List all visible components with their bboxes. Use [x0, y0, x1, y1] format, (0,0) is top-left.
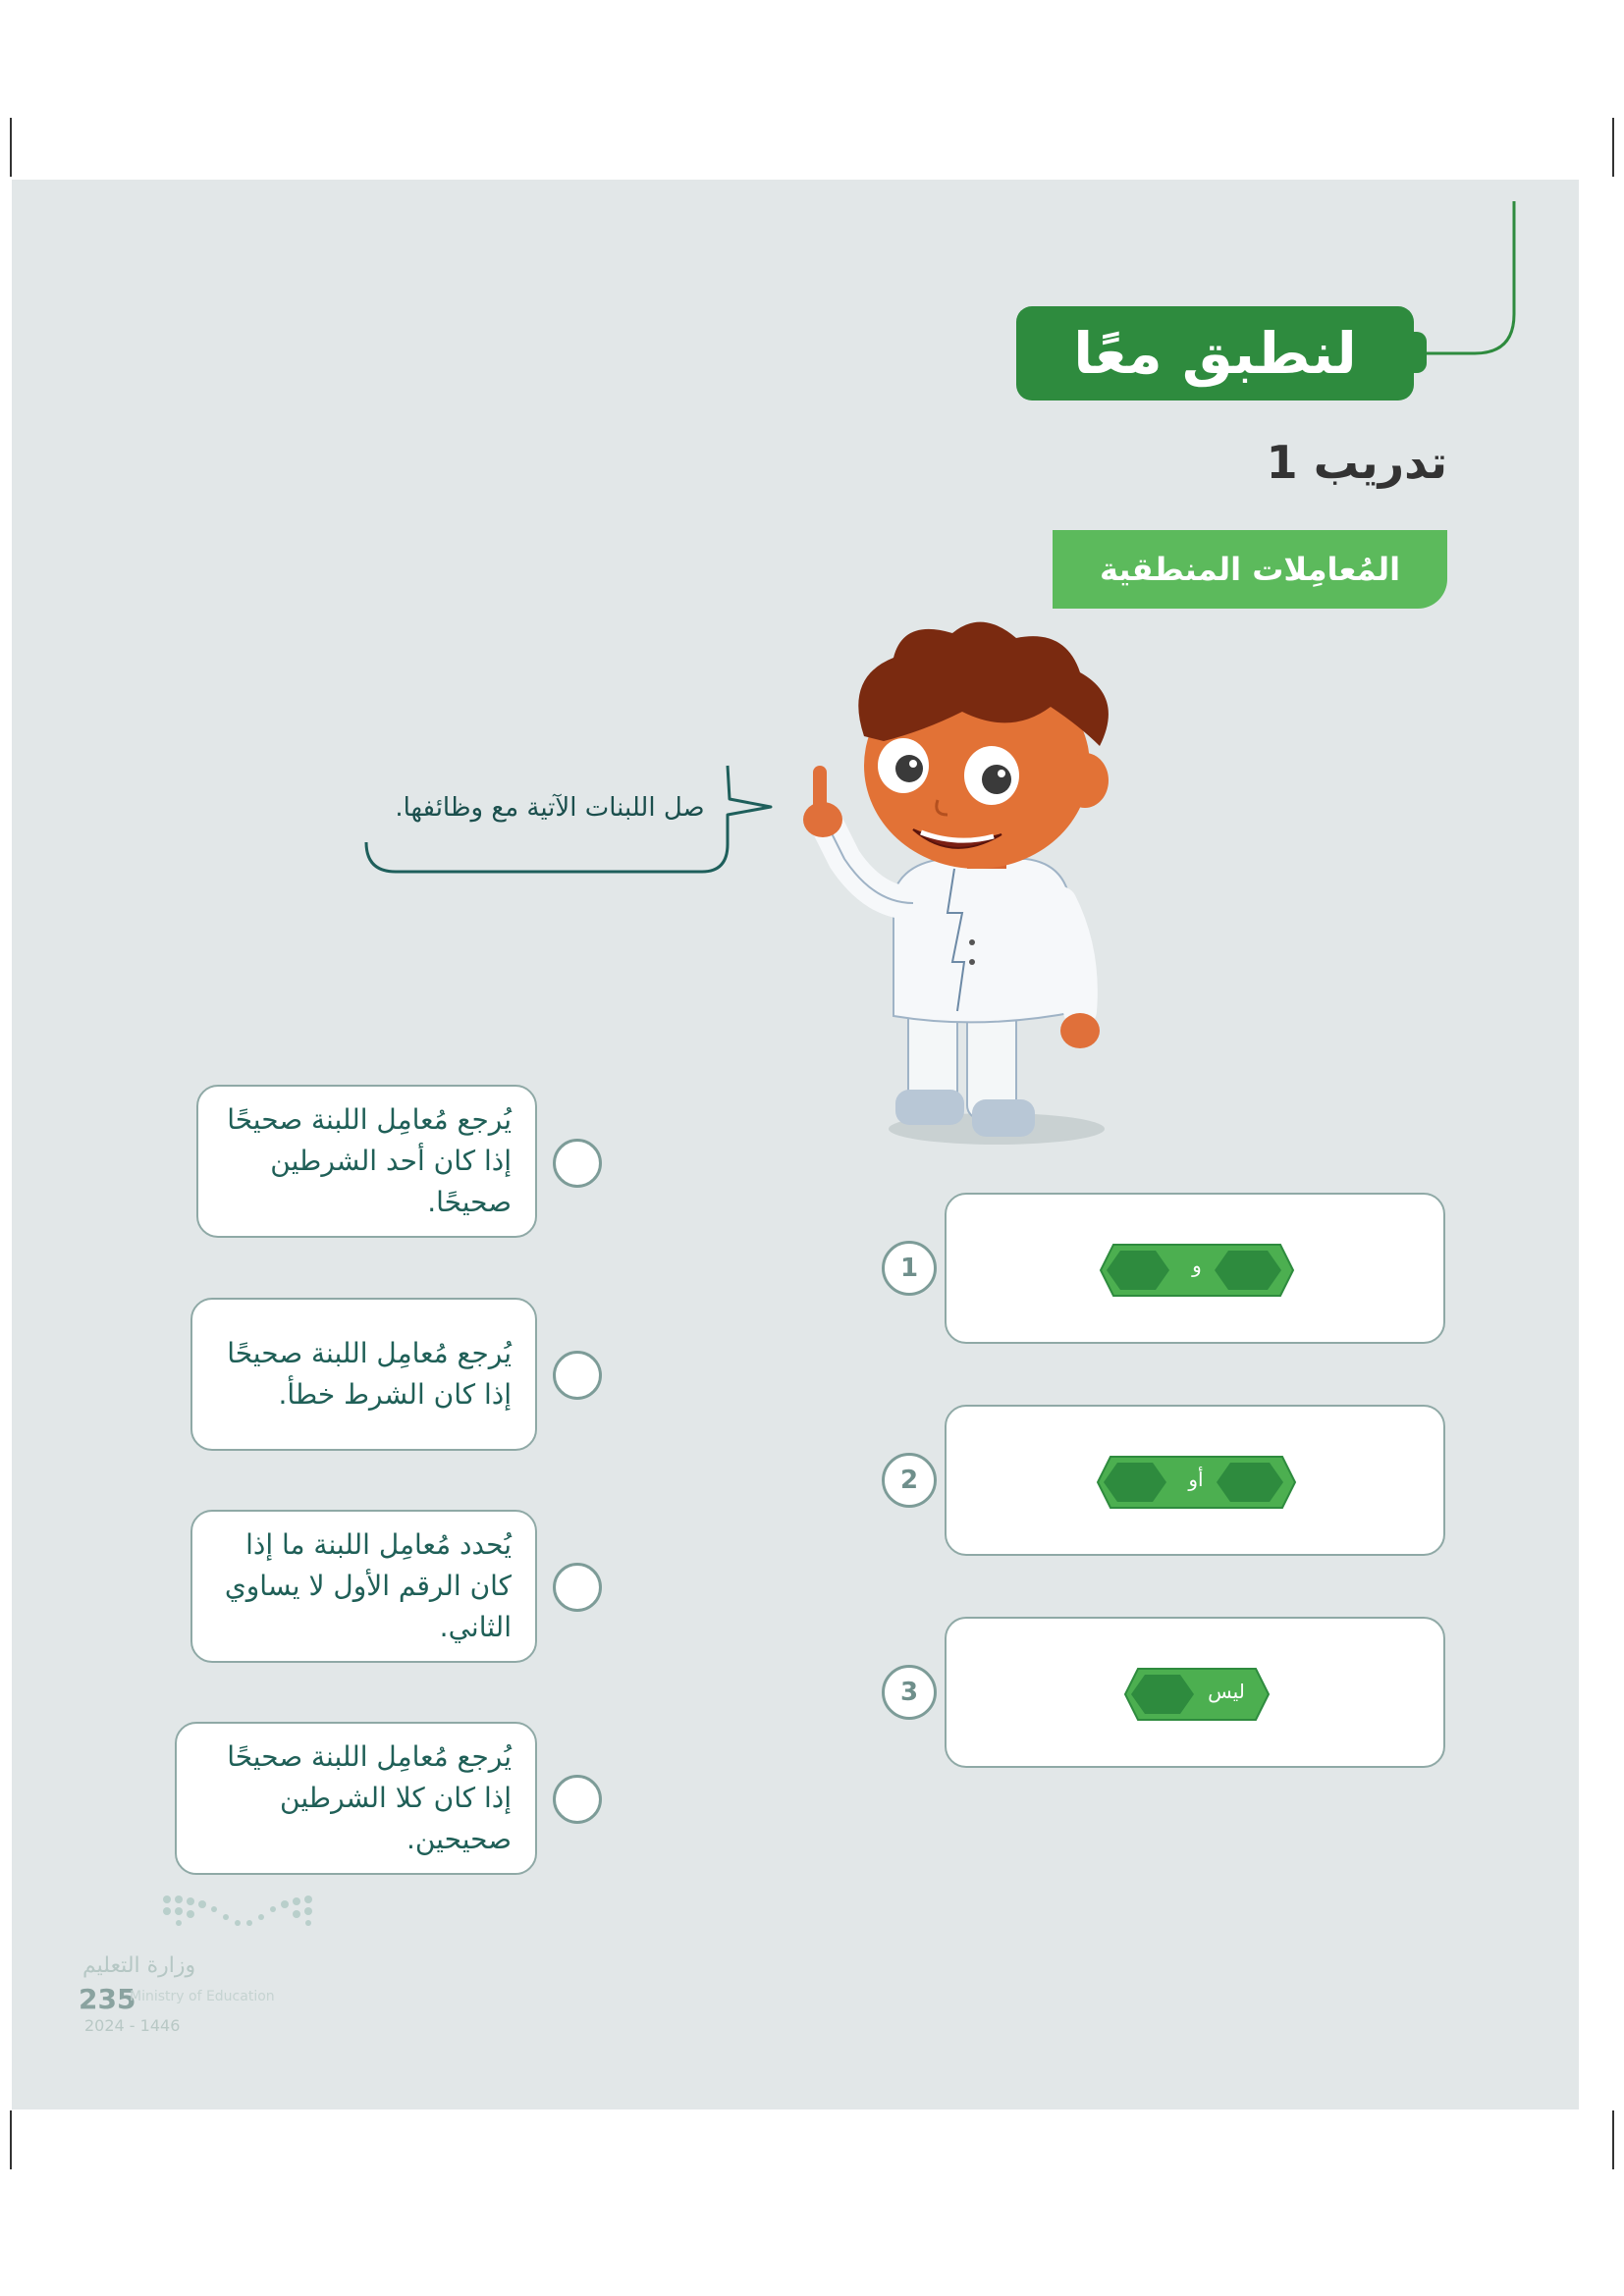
block-box-2 [945, 1405, 1445, 1556]
title-banner-tab [1409, 332, 1427, 373]
crop-mark [10, 118, 12, 177]
block-number-1[interactable]: 1 [882, 1241, 937, 1296]
description-text: يُرجع مُعامِل اللبنة صحيحًا إذا كان كلا الشرطين صحيحين. [227, 1740, 512, 1855]
section-title: المُعامِلات المنطقية [1053, 530, 1447, 609]
boy-character-illustration [785, 618, 1178, 1168]
or-block-label: أو [1188, 1468, 1204, 1491]
description-box [196, 1085, 537, 1238]
block-box-1 [945, 1193, 1445, 1344]
year-label: 2024 - 1446 [84, 2016, 181, 2035]
crop-mark [1612, 118, 1614, 177]
ministry-name: وزارة التعليم [82, 1953, 196, 1978]
connect-point-left[interactable] [553, 1139, 602, 1188]
instruction-text: صل اللبنات الآتية مع وظائفها. [395, 793, 705, 823]
ministry-name-en: Ministry of Education [130, 1989, 275, 2004]
description-text: يُرجع مُعامِل اللبنة صحيحًا إذا كان الشرط خطأ. [227, 1337, 512, 1411]
not-block-label: ليس [1208, 1680, 1245, 1703]
block-box-3 [945, 1617, 1445, 1768]
connect-point-left[interactable] [553, 1351, 602, 1400]
crop-mark [10, 2110, 12, 2169]
description-box [190, 1298, 537, 1451]
crop-mark [1612, 2110, 1614, 2169]
title-banner: لنطبق معًا [1016, 306, 1414, 400]
page-number: 235 [79, 1983, 136, 2015]
description-box [175, 1722, 537, 1875]
and-block-label: و [1192, 1254, 1202, 1277]
banner-hanger-line [1414, 196, 1532, 373]
connect-point-left[interactable] [553, 1775, 602, 1824]
block-number-2[interactable]: 2 [882, 1453, 937, 1508]
connect-point-left[interactable] [553, 1563, 602, 1612]
description-text: يُرجع مُعامِل اللبنة صحيحًا إذا كان أحد الشرطين صحيحًا. [227, 1103, 512, 1218]
ministry-logo-icon [157, 1890, 324, 1939]
block-number-3[interactable]: 3 [882, 1665, 937, 1720]
description-text: يُحدد مُعامِل اللبنة ما إذا كان الرقم الأول لا يساوي الثاني. [224, 1528, 512, 1643]
drill-title: تدريب 1 [1266, 436, 1447, 489]
description-box [190, 1510, 537, 1663]
